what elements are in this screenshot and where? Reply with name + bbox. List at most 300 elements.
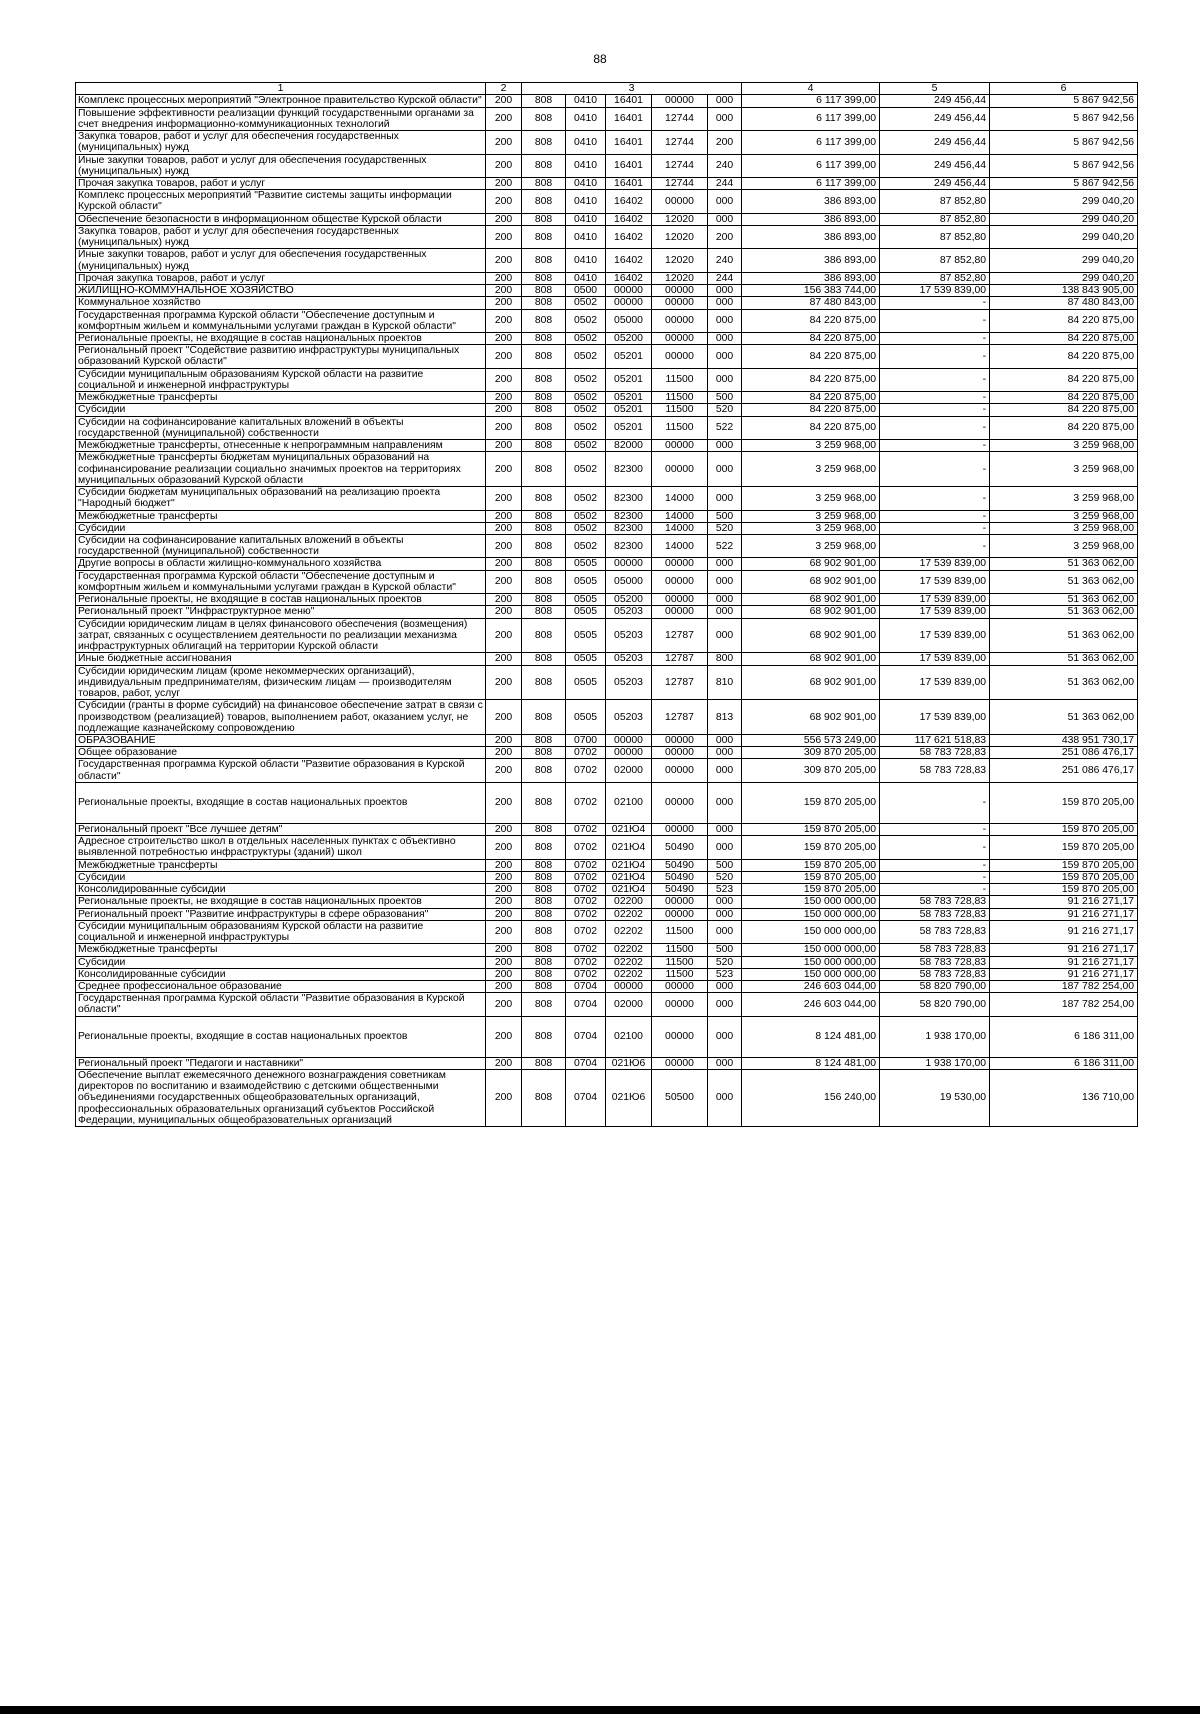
row-name: ОБРАЗОВАНИЕ bbox=[76, 734, 486, 746]
row-code-3c: 82300 bbox=[606, 535, 652, 558]
row-code-3d: 11500 bbox=[652, 956, 708, 968]
row-value-5: - bbox=[880, 871, 990, 883]
row-code-3e: 000 bbox=[708, 558, 742, 570]
row-value-6: 91 216 271,17 bbox=[990, 944, 1138, 956]
row-code-3b: 0700 bbox=[566, 734, 606, 746]
row-code-3d: 00000 bbox=[652, 190, 708, 213]
row-value-6: 87 480 843,00 bbox=[990, 297, 1138, 309]
row-value-6: 51 363 062,00 bbox=[990, 618, 1138, 653]
row-code-3d: 11500 bbox=[652, 920, 708, 943]
row-code-3a: 808 bbox=[522, 700, 566, 735]
row-code-3c: 82000 bbox=[606, 440, 652, 452]
row-code-3b: 0505 bbox=[566, 700, 606, 735]
row-value-6: 3 259 968,00 bbox=[990, 522, 1138, 534]
row-code-3a: 808 bbox=[522, 823, 566, 835]
row-code-3e: 520 bbox=[708, 956, 742, 968]
row-name: Обеспечение безопасности в информационном обществе Курской области bbox=[76, 213, 486, 225]
row-value-5: 17 539 839,00 bbox=[880, 285, 990, 297]
table-row bbox=[76, 249, 1138, 272]
row-value-6: 84 220 875,00 bbox=[990, 345, 1138, 368]
row-value-6: 51 363 062,00 bbox=[990, 606, 1138, 618]
row-value-5: 58 783 728,83 bbox=[880, 759, 990, 782]
row-code-3c: 02202 bbox=[606, 920, 652, 943]
row-code-3d: 11500 bbox=[652, 944, 708, 956]
row-code-2: 200 bbox=[486, 107, 522, 130]
row-code-3c: 16402 bbox=[606, 249, 652, 272]
row-code-3e: 000 bbox=[708, 297, 742, 309]
row-value-6: 136 710,00 bbox=[990, 1069, 1138, 1126]
row-name: Другие вопросы в области жилищно-коммунального хозяйства bbox=[76, 558, 486, 570]
row-code-3a: 808 bbox=[522, 618, 566, 653]
row-name: Региональный проект "Инфраструктурное меню" bbox=[76, 606, 486, 618]
row-name: Субсидии юридическим лицам (кроме некоммерческих организаций), индивидуальным предпринимателям, физическим лицам — производителям товаров, работ, услуг bbox=[76, 665, 486, 700]
row-value-5: - bbox=[880, 297, 990, 309]
table-row bbox=[76, 759, 1138, 782]
row-code-3b: 0505 bbox=[566, 570, 606, 593]
row-code-3c: 82300 bbox=[606, 487, 652, 510]
row-value-5: 58 783 728,83 bbox=[880, 920, 990, 943]
row-name: Адресное строительство школ в отдельных населенных пунктах с объективно выявленной потребностью инфраструктуры (зданий) школ bbox=[76, 836, 486, 859]
row-value-5: 58 783 728,83 bbox=[880, 908, 990, 920]
row-code-3c: 02000 bbox=[606, 759, 652, 782]
row-code-3a: 808 bbox=[522, 272, 566, 284]
header-col-6: 6 bbox=[990, 83, 1138, 95]
row-code-3c: 00000 bbox=[606, 980, 652, 992]
row-value-6: 299 040,20 bbox=[990, 225, 1138, 248]
row-code-3d: 11500 bbox=[652, 416, 708, 439]
row-value-5: 249 456,44 bbox=[880, 107, 990, 130]
row-code-3b: 0410 bbox=[566, 95, 606, 107]
row-value-4: 68 902 901,00 bbox=[742, 558, 880, 570]
row-value-6: 159 870 205,00 bbox=[990, 884, 1138, 896]
row-code-3b: 0500 bbox=[566, 285, 606, 297]
row-code-3e: 500 bbox=[708, 944, 742, 956]
header-col-4: 4 bbox=[742, 83, 880, 95]
row-code-3d: 00000 bbox=[652, 1016, 708, 1057]
row-name: Межбюджетные трансферты, отнесенные к непрограммным направлениям bbox=[76, 440, 486, 452]
row-code-3a: 808 bbox=[522, 759, 566, 782]
row-code-3d: 14000 bbox=[652, 535, 708, 558]
row-code-3e: 000 bbox=[708, 487, 742, 510]
row-code-3a: 808 bbox=[522, 309, 566, 332]
row-code-3c: 16402 bbox=[606, 213, 652, 225]
row-code-3e: 240 bbox=[708, 154, 742, 177]
row-code-3c: 05201 bbox=[606, 345, 652, 368]
row-code-2: 200 bbox=[486, 345, 522, 368]
row-code-3e: 520 bbox=[708, 404, 742, 416]
row-code-3a: 808 bbox=[522, 487, 566, 510]
row-code-3b: 0704 bbox=[566, 980, 606, 992]
table-row bbox=[76, 884, 1138, 896]
row-code-3d: 50490 bbox=[652, 871, 708, 883]
row-value-5: 58 783 728,83 bbox=[880, 747, 990, 759]
row-name: Повышение эффективности реализации функций государственными органами за счет внедрения информационно-коммуникационных технологий bbox=[76, 107, 486, 130]
table-row bbox=[76, 993, 1138, 1016]
row-name: Региональные проекты, не входящие в состав национальных проектов bbox=[76, 594, 486, 606]
row-code-3d: 00000 bbox=[652, 285, 708, 297]
row-code-2: 200 bbox=[486, 884, 522, 896]
row-code-3e: 000 bbox=[708, 908, 742, 920]
row-code-3b: 0702 bbox=[566, 968, 606, 980]
row-value-5: - bbox=[880, 535, 990, 558]
row-value-4: 84 220 875,00 bbox=[742, 416, 880, 439]
row-code-2: 200 bbox=[486, 440, 522, 452]
row-code-3b: 0410 bbox=[566, 249, 606, 272]
row-code-3b: 0702 bbox=[566, 920, 606, 943]
row-code-3e: 000 bbox=[708, 734, 742, 746]
table-row bbox=[76, 944, 1138, 956]
row-code-3e: 522 bbox=[708, 535, 742, 558]
row-code-2: 200 bbox=[486, 95, 522, 107]
row-name: Прочая закупка товаров, работ и услуг bbox=[76, 177, 486, 189]
row-code-3c: 05200 bbox=[606, 333, 652, 345]
row-value-4: 68 902 901,00 bbox=[742, 594, 880, 606]
row-code-3c: 05000 bbox=[606, 570, 652, 593]
row-code-3b: 0502 bbox=[566, 452, 606, 487]
row-code-3e: 000 bbox=[708, 782, 742, 823]
row-code-3a: 808 bbox=[522, 606, 566, 618]
row-code-3d: 12020 bbox=[652, 249, 708, 272]
row-code-3a: 808 bbox=[522, 131, 566, 154]
row-code-3d: 12744 bbox=[652, 107, 708, 130]
row-code-3d: 12744 bbox=[652, 177, 708, 189]
row-name: Субсидии бюджетам муниципальных образований на реализацию проекта "Народный бюджет" bbox=[76, 487, 486, 510]
row-code-3e: 240 bbox=[708, 249, 742, 272]
row-value-4: 150 000 000,00 bbox=[742, 956, 880, 968]
row-code-3b: 0702 bbox=[566, 782, 606, 823]
row-code-3e: 000 bbox=[708, 618, 742, 653]
row-value-4: 6 117 399,00 bbox=[742, 131, 880, 154]
row-code-3e: 000 bbox=[708, 440, 742, 452]
table-row bbox=[76, 968, 1138, 980]
row-code-3c: 05203 bbox=[606, 665, 652, 700]
row-value-6: 299 040,20 bbox=[990, 272, 1138, 284]
row-code-3d: 00000 bbox=[652, 747, 708, 759]
row-value-6: 51 363 062,00 bbox=[990, 594, 1138, 606]
row-code-3a: 808 bbox=[522, 558, 566, 570]
row-code-3a: 808 bbox=[522, 871, 566, 883]
row-value-6: 91 216 271,17 bbox=[990, 920, 1138, 943]
row-code-3e: 000 bbox=[708, 570, 742, 593]
row-name: Межбюджетные трансферты bbox=[76, 510, 486, 522]
row-code-2: 200 bbox=[486, 522, 522, 534]
row-code-2: 200 bbox=[486, 558, 522, 570]
row-code-3b: 0502 bbox=[566, 333, 606, 345]
row-code-3e: 200 bbox=[708, 131, 742, 154]
row-code-2: 200 bbox=[486, 333, 522, 345]
row-code-2: 200 bbox=[486, 154, 522, 177]
row-code-3c: 16401 bbox=[606, 154, 652, 177]
row-code-3c: 00000 bbox=[606, 734, 652, 746]
row-value-6: 159 870 205,00 bbox=[990, 871, 1138, 883]
page-number: 88 bbox=[593, 52, 607, 66]
row-code-3d: 11500 bbox=[652, 368, 708, 391]
table-row bbox=[76, 177, 1138, 189]
row-code-3b: 0702 bbox=[566, 871, 606, 883]
row-value-4: 6 117 399,00 bbox=[742, 95, 880, 107]
row-code-2: 200 bbox=[486, 190, 522, 213]
row-value-6: 84 220 875,00 bbox=[990, 392, 1138, 404]
table-row bbox=[76, 823, 1138, 835]
row-code-3a: 808 bbox=[522, 404, 566, 416]
table-row bbox=[76, 700, 1138, 735]
row-value-5: 58 783 728,83 bbox=[880, 944, 990, 956]
row-value-6: 251 086 476,17 bbox=[990, 759, 1138, 782]
row-code-3d: 00000 bbox=[652, 782, 708, 823]
row-code-3b: 0702 bbox=[566, 908, 606, 920]
row-value-6: 51 363 062,00 bbox=[990, 558, 1138, 570]
table-row bbox=[76, 95, 1138, 107]
row-code-3a: 808 bbox=[522, 1016, 566, 1057]
row-code-2: 200 bbox=[486, 836, 522, 859]
row-value-6: 299 040,20 bbox=[990, 190, 1138, 213]
row-code-3a: 808 bbox=[522, 107, 566, 130]
row-value-6: 299 040,20 bbox=[990, 213, 1138, 225]
row-code-3a: 808 bbox=[522, 665, 566, 700]
row-code-3d: 12787 bbox=[652, 653, 708, 665]
row-value-6: 438 951 730,17 bbox=[990, 734, 1138, 746]
row-code-3e: 000 bbox=[708, 452, 742, 487]
row-name: Иные бюджетные ассигнования bbox=[76, 653, 486, 665]
row-code-3d: 00000 bbox=[652, 1057, 708, 1069]
row-code-3a: 808 bbox=[522, 392, 566, 404]
row-code-3d: 00000 bbox=[652, 908, 708, 920]
table-row bbox=[76, 404, 1138, 416]
row-code-3e: 000 bbox=[708, 333, 742, 345]
row-value-4: 556 573 249,00 bbox=[742, 734, 880, 746]
row-value-5: - bbox=[880, 309, 990, 332]
row-value-5: - bbox=[880, 345, 990, 368]
row-code-3e: 000 bbox=[708, 836, 742, 859]
row-code-3c: 021Ю6 bbox=[606, 1057, 652, 1069]
row-code-2: 200 bbox=[486, 1016, 522, 1057]
row-code-2: 200 bbox=[486, 920, 522, 943]
row-value-4: 246 603 044,00 bbox=[742, 993, 880, 1016]
table-row bbox=[76, 522, 1138, 534]
row-code-3a: 808 bbox=[522, 782, 566, 823]
row-value-5: 249 456,44 bbox=[880, 131, 990, 154]
row-code-3e: 000 bbox=[708, 107, 742, 130]
row-code-3d: 12744 bbox=[652, 131, 708, 154]
table-row bbox=[76, 416, 1138, 439]
row-code-2: 200 bbox=[486, 368, 522, 391]
row-code-3c: 05203 bbox=[606, 618, 652, 653]
row-code-3b: 0502 bbox=[566, 345, 606, 368]
row-code-3e: 500 bbox=[708, 859, 742, 871]
row-code-3b: 0502 bbox=[566, 392, 606, 404]
table-row bbox=[76, 606, 1138, 618]
row-code-2: 200 bbox=[486, 700, 522, 735]
row-value-5: - bbox=[880, 404, 990, 416]
row-code-3b: 0410 bbox=[566, 213, 606, 225]
row-code-2: 200 bbox=[486, 653, 522, 665]
row-code-3a: 808 bbox=[522, 594, 566, 606]
row-value-4: 159 870 205,00 bbox=[742, 884, 880, 896]
row-value-6: 187 782 254,00 bbox=[990, 980, 1138, 992]
row-code-2: 200 bbox=[486, 968, 522, 980]
row-value-4: 84 220 875,00 bbox=[742, 404, 880, 416]
row-value-5: 58 783 728,83 bbox=[880, 968, 990, 980]
row-code-2: 200 bbox=[486, 606, 522, 618]
row-code-3a: 808 bbox=[522, 154, 566, 177]
row-code-3e: 000 bbox=[708, 920, 742, 943]
row-name: Комплекс процессных мероприятий "Развитие системы защиты информации Курской области" bbox=[76, 190, 486, 213]
row-value-5: 17 539 839,00 bbox=[880, 570, 990, 593]
row-code-3e: 000 bbox=[708, 213, 742, 225]
row-code-2: 200 bbox=[486, 285, 522, 297]
row-value-6: 159 870 205,00 bbox=[990, 836, 1138, 859]
table-row bbox=[76, 309, 1138, 332]
row-code-2: 200 bbox=[486, 1057, 522, 1069]
row-code-3c: 00000 bbox=[606, 297, 652, 309]
table-row bbox=[76, 487, 1138, 510]
row-code-3b: 0702 bbox=[566, 823, 606, 835]
header-col-5: 5 bbox=[880, 83, 990, 95]
row-code-2: 200 bbox=[486, 416, 522, 439]
row-code-3b: 0702 bbox=[566, 759, 606, 782]
row-value-6: 5 867 942,56 bbox=[990, 107, 1138, 130]
row-code-3a: 808 bbox=[522, 993, 566, 1016]
row-code-3d: 12020 bbox=[652, 272, 708, 284]
table-row bbox=[76, 272, 1138, 284]
table-row bbox=[76, 734, 1138, 746]
row-value-4: 246 603 044,00 bbox=[742, 980, 880, 992]
row-code-3e: 800 bbox=[708, 653, 742, 665]
row-code-3a: 808 bbox=[522, 510, 566, 522]
row-value-6: 5 867 942,56 bbox=[990, 95, 1138, 107]
row-code-3a: 808 bbox=[522, 95, 566, 107]
table-row bbox=[76, 1016, 1138, 1057]
row-code-3c: 021Ю4 bbox=[606, 859, 652, 871]
row-code-3e: 000 bbox=[708, 759, 742, 782]
row-name: Среднее профессиональное образование bbox=[76, 980, 486, 992]
row-code-3a: 808 bbox=[522, 570, 566, 593]
row-value-4: 84 220 875,00 bbox=[742, 309, 880, 332]
row-code-3a: 808 bbox=[522, 333, 566, 345]
row-name: Субсидии (гранты в форме субсидий) на финансовое обеспечение затрат в связи с производством (реализацией) товаров, выполнением работ, оказанием услуг, не подлежащие казначейскому сопровождению bbox=[76, 700, 486, 735]
row-value-4: 3 259 968,00 bbox=[742, 535, 880, 558]
row-code-3a: 808 bbox=[522, 980, 566, 992]
row-name: Межбюджетные трансферты bbox=[76, 944, 486, 956]
row-code-3c: 02202 bbox=[606, 956, 652, 968]
row-code-3b: 0502 bbox=[566, 416, 606, 439]
row-code-3c: 16401 bbox=[606, 107, 652, 130]
row-value-6: 159 870 205,00 bbox=[990, 823, 1138, 835]
row-value-5: - bbox=[880, 487, 990, 510]
row-value-6: 159 870 205,00 bbox=[990, 859, 1138, 871]
row-value-4: 3 259 968,00 bbox=[742, 522, 880, 534]
row-code-3e: 200 bbox=[708, 225, 742, 248]
row-code-3d: 00000 bbox=[652, 309, 708, 332]
row-code-3c: 00000 bbox=[606, 747, 652, 759]
row-code-3b: 0704 bbox=[566, 1016, 606, 1057]
row-code-3b: 0702 bbox=[566, 747, 606, 759]
row-name: Межбюджетные трансферты bbox=[76, 392, 486, 404]
row-name: Субсидии муниципальным образованиям Курской области на развитие социальной и инженерной инфраструктуры bbox=[76, 368, 486, 391]
row-name: Государственная программа Курской области "Развитие образования в Курской области" bbox=[76, 993, 486, 1016]
row-value-4: 159 870 205,00 bbox=[742, 823, 880, 835]
row-code-2: 200 bbox=[486, 993, 522, 1016]
row-code-3c: 00000 bbox=[606, 285, 652, 297]
row-name: Государственная программа Курской области "Обеспечение доступным и комфортным жильем и коммунальными услугами граждан в Курской области" bbox=[76, 309, 486, 332]
row-value-5: 249 456,44 bbox=[880, 177, 990, 189]
row-value-4: 6 117 399,00 bbox=[742, 177, 880, 189]
row-code-2: 200 bbox=[486, 980, 522, 992]
table-row bbox=[76, 154, 1138, 177]
row-code-3c: 02200 bbox=[606, 896, 652, 908]
row-code-3c: 02202 bbox=[606, 968, 652, 980]
row-name: Коммунальное хозяйство bbox=[76, 297, 486, 309]
row-code-3d: 50500 bbox=[652, 1069, 708, 1126]
row-code-3b: 0702 bbox=[566, 836, 606, 859]
row-code-3b: 0505 bbox=[566, 618, 606, 653]
row-value-6: 91 216 271,17 bbox=[990, 896, 1138, 908]
row-value-6: 84 220 875,00 bbox=[990, 333, 1138, 345]
row-code-2: 200 bbox=[486, 859, 522, 871]
row-value-5: 249 456,44 bbox=[880, 95, 990, 107]
row-value-6: 6 186 311,00 bbox=[990, 1057, 1138, 1069]
row-value-4: 159 870 205,00 bbox=[742, 871, 880, 883]
row-value-6: 84 220 875,00 bbox=[990, 404, 1138, 416]
row-code-3c: 16402 bbox=[606, 190, 652, 213]
row-name: Субсидии bbox=[76, 956, 486, 968]
row-value-4: 84 220 875,00 bbox=[742, 345, 880, 368]
row-code-3c: 16402 bbox=[606, 272, 652, 284]
row-value-4: 3 259 968,00 bbox=[742, 440, 880, 452]
row-code-2: 200 bbox=[486, 871, 522, 883]
table-row bbox=[76, 920, 1138, 943]
row-code-3b: 0502 bbox=[566, 510, 606, 522]
row-code-2: 200 bbox=[486, 510, 522, 522]
row-code-3c: 16402 bbox=[606, 225, 652, 248]
row-code-3a: 808 bbox=[522, 225, 566, 248]
row-code-3a: 808 bbox=[522, 177, 566, 189]
row-value-4: 68 902 901,00 bbox=[742, 606, 880, 618]
row-name: Государственная программа Курской области "Развитие образования в Курской области" bbox=[76, 759, 486, 782]
row-code-2: 200 bbox=[486, 309, 522, 332]
row-code-2: 200 bbox=[486, 782, 522, 823]
row-code-3d: 50490 bbox=[652, 859, 708, 871]
row-value-4: 87 480 843,00 bbox=[742, 297, 880, 309]
table-row bbox=[76, 213, 1138, 225]
row-code-3c: 05203 bbox=[606, 606, 652, 618]
row-value-5: - bbox=[880, 416, 990, 439]
table-row bbox=[76, 653, 1138, 665]
table-row bbox=[76, 980, 1138, 992]
row-value-6: 3 259 968,00 bbox=[990, 440, 1138, 452]
row-code-3d: 00000 bbox=[652, 297, 708, 309]
row-name: Региональные проекты, входящие в состав национальных проектов bbox=[76, 1016, 486, 1057]
row-name: Региональные проекты, не входящие в состав национальных проектов bbox=[76, 333, 486, 345]
row-value-5: 1 938 170,00 bbox=[880, 1016, 990, 1057]
row-value-6: 51 363 062,00 bbox=[990, 653, 1138, 665]
row-code-3b: 0505 bbox=[566, 665, 606, 700]
row-code-2: 200 bbox=[486, 225, 522, 248]
row-value-4: 68 902 901,00 bbox=[742, 618, 880, 653]
row-value-5: - bbox=[880, 392, 990, 404]
row-name: Общее образование bbox=[76, 747, 486, 759]
row-code-3d: 00000 bbox=[652, 440, 708, 452]
row-value-5: 87 852,80 bbox=[880, 272, 990, 284]
row-code-2: 200 bbox=[486, 896, 522, 908]
row-code-3a: 808 bbox=[522, 452, 566, 487]
row-code-3d: 00000 bbox=[652, 333, 708, 345]
row-value-5: - bbox=[880, 884, 990, 896]
row-value-6: 3 259 968,00 bbox=[990, 452, 1138, 487]
row-value-4: 150 000 000,00 bbox=[742, 896, 880, 908]
row-value-4: 386 893,00 bbox=[742, 190, 880, 213]
row-code-3d: 50490 bbox=[652, 836, 708, 859]
